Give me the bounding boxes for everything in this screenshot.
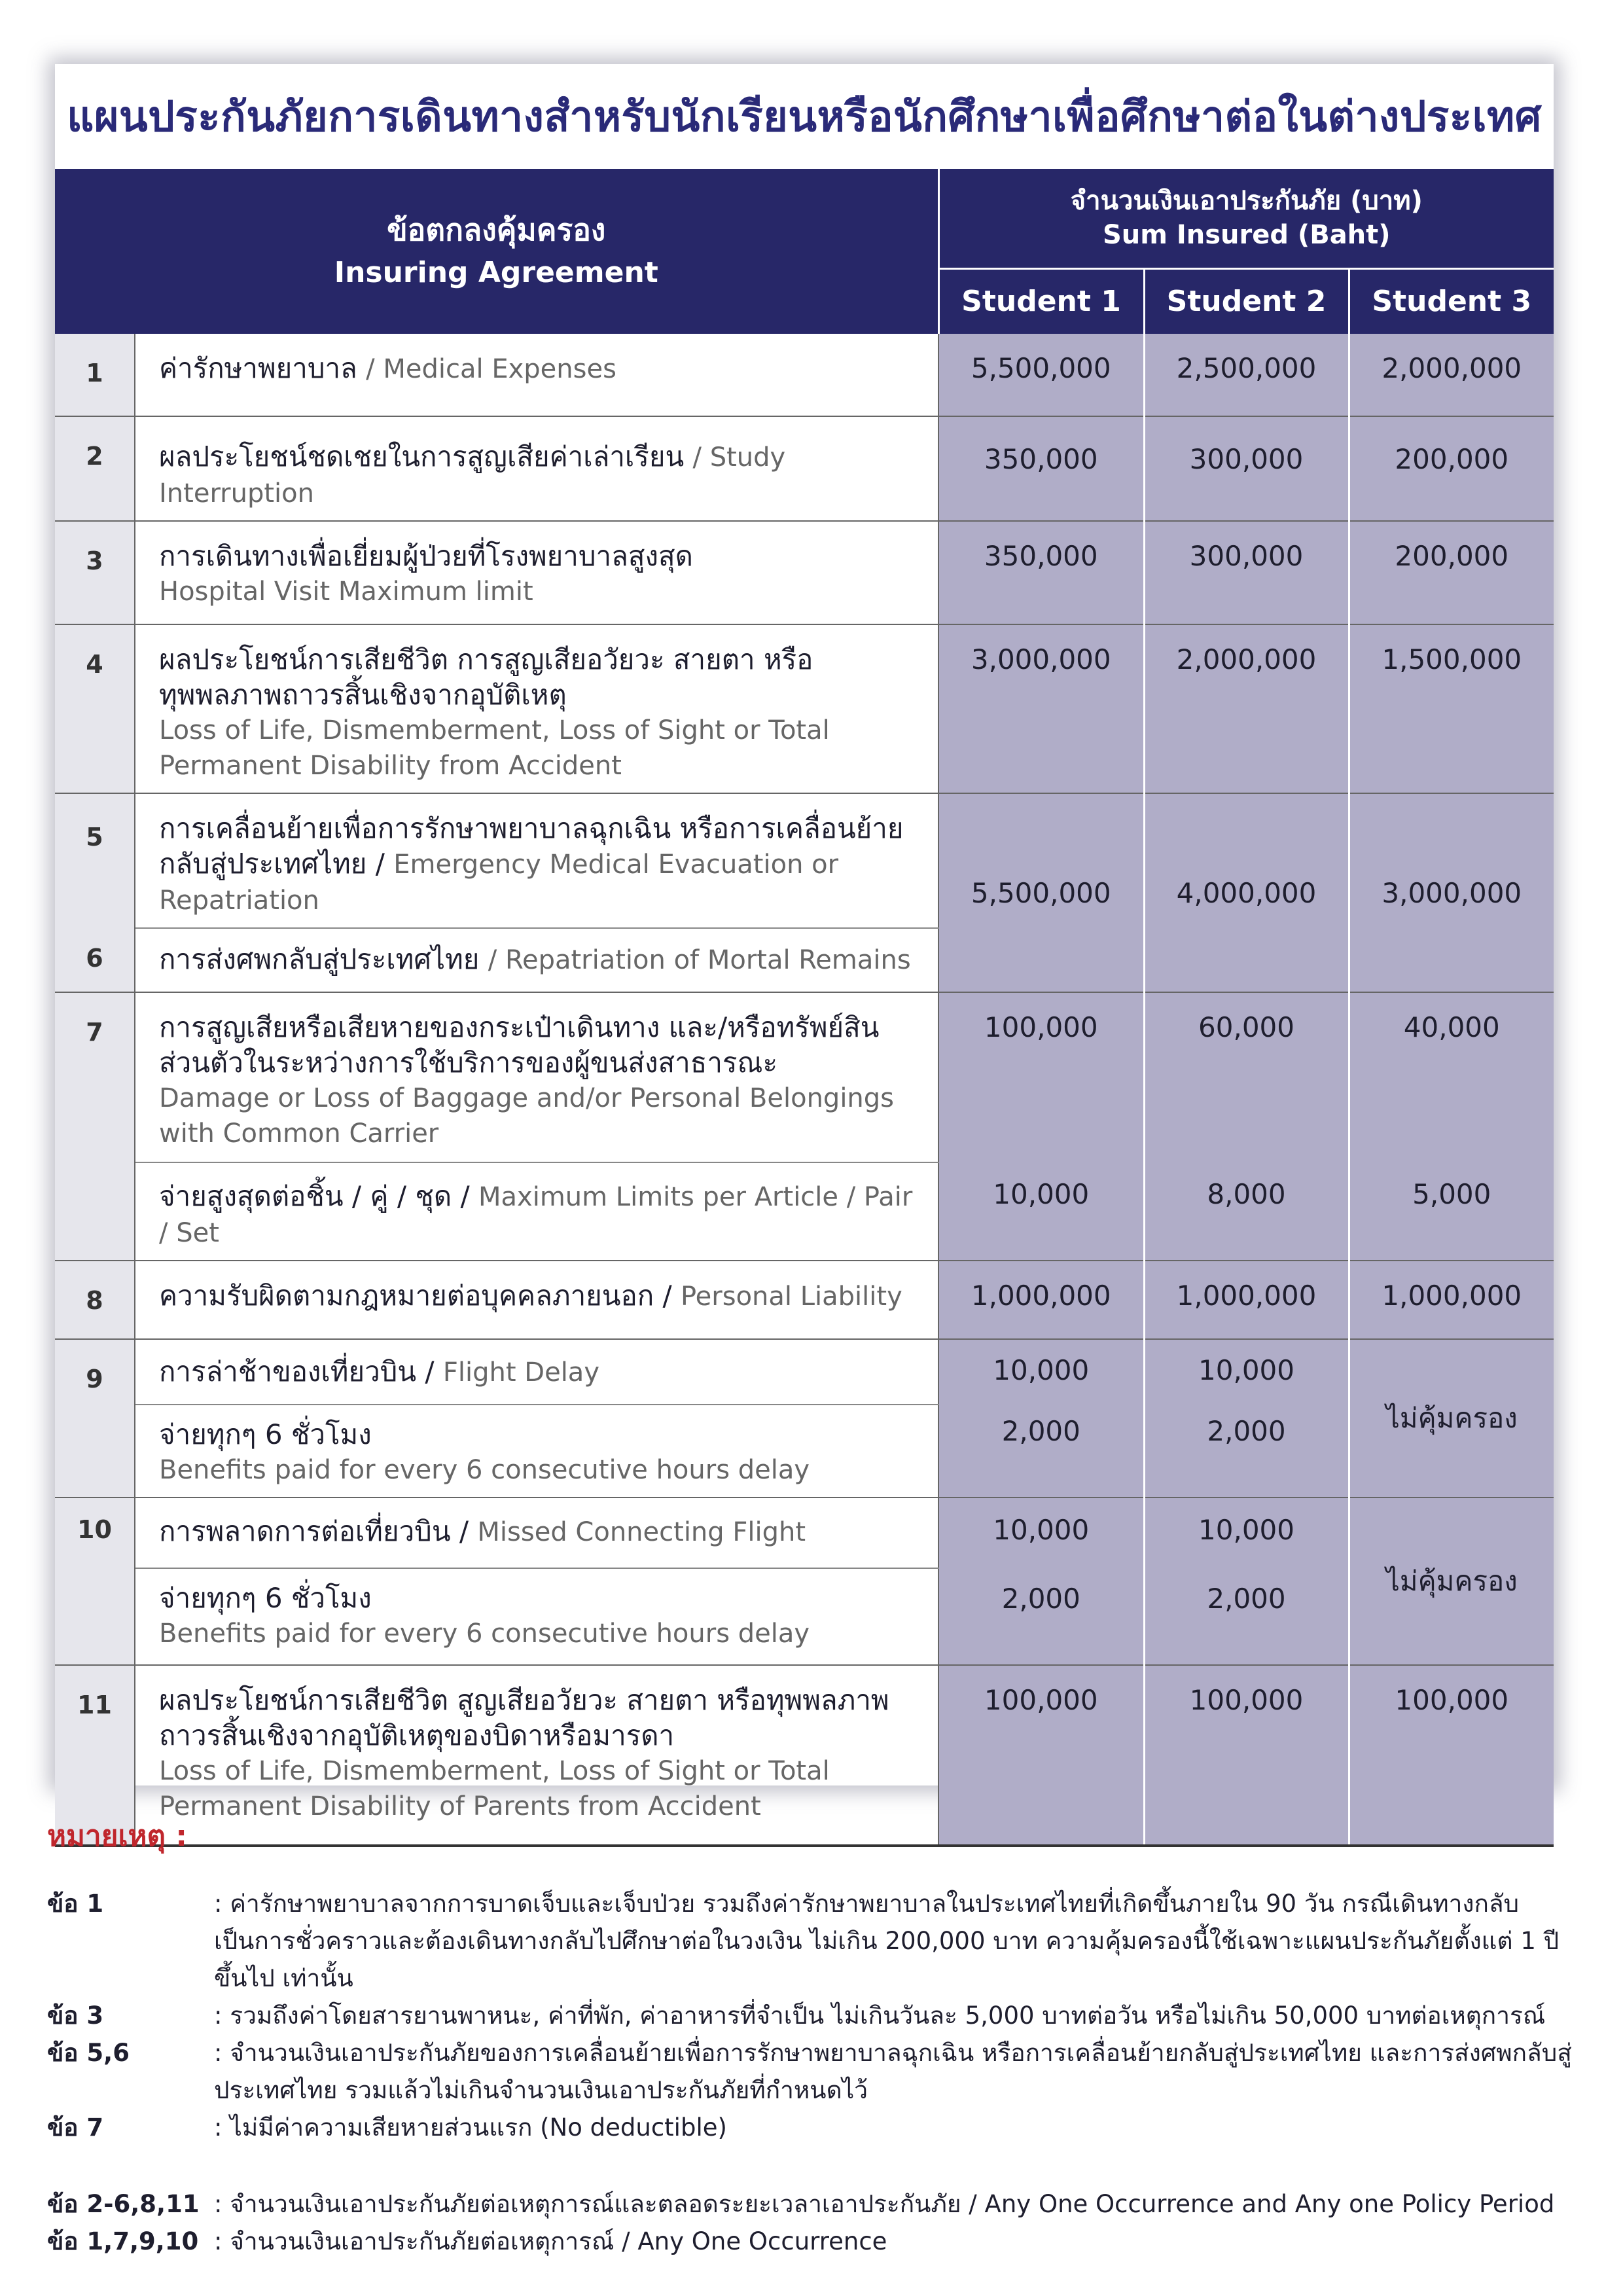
value-student-1: 350,000: [938, 521, 1144, 624]
row-label-th: ผลประโยชน์การเสียชีวิต สูญเสียอวัยวะ สายตา หรือทุพพลภาพถาวรสิ้นเชิงจากอุบัติเหตุของบิดาหรือมารดา: [159, 1684, 889, 1751]
table-row: [55, 992, 1554, 1162]
row-description: [135, 992, 938, 1162]
row-label-en: Benefits paid for every 6 consecutive hours delay: [159, 1455, 810, 1485]
note-item: [47, 2034, 1592, 2109]
value-student-3: 200,000: [1349, 521, 1554, 624]
plan-header-student-1: Student 1: [938, 268, 1144, 334]
value-student-1: 5,500,000: [938, 334, 1144, 416]
table-row: [55, 1339, 1554, 1405]
value-student-3: 1,000,000: [1349, 1261, 1554, 1339]
value-student-3: 100,000: [1349, 1665, 1554, 1846]
sum-insured-header-th: จำนวนเงินเอาประกันภัย (บาท): [1070, 186, 1423, 217]
table-row: [55, 793, 1554, 928]
value-student-2: 8,000: [1144, 1162, 1349, 1261]
value-student-3: 200,000: [1349, 416, 1554, 521]
value-student-3: 1,500,000: [1349, 624, 1554, 793]
row-number: 9: [55, 1339, 135, 1498]
value-student-2: 300,000: [1144, 416, 1349, 521]
note-label: ข้อ 1: [47, 1890, 104, 1918]
row-label-en: Benefits paid for every 6 consecutive hours delay: [159, 1619, 810, 1649]
row-label-th: การเดินทางเพื่อเยี่ยมผู้ป่วยที่โรงพยาบาลสูงสุด: [159, 540, 693, 572]
row-label-en: / Repatriation of Mortal Remains: [488, 945, 911, 975]
value-student-1: 2,000: [938, 1405, 1144, 1498]
table-row: [55, 1568, 1554, 1665]
row-label-th: จ่ายทุกๆ 6 ชั่วโมง: [159, 1582, 372, 1614]
coverage-header-th: ข้อตกลงคุ้มครอง: [387, 212, 606, 247]
coverage-table: [55, 169, 1554, 1847]
value-student-3: 5,000: [1349, 1162, 1554, 1261]
table-row: [55, 334, 1554, 416]
note-item: [47, 2185, 1592, 2223]
row-label-en: Missed Connecting Flight: [477, 1517, 806, 1547]
note-text: : ค่ารักษาพยาบาลจากการบาดเจ็บและเจ็บป่วย รวมถึงค่ารักษาพยาบาลในประเทศไทยที่เกิดขึ้นภายใน 90 วัน กรณีเดินทางกลับเป็นการชั่วคราวและต้องเดินทางกลับไปศึกษาต่อในวงเงิน ไม่เกิน 200,000 บาท ความคุ้มครองนี้ใช้เฉพาะแผนประกันภัยตั้งแต่ 1 ปีขึ้นไป เท่านั้น: [214, 1890, 1560, 1992]
row-description: [135, 334, 938, 416]
row-label-en: Damage or Loss of Baggage and/or Personal Belongings with Common Carrier: [159, 1083, 895, 1149]
row-label-th: การสูญเสียหรือเสียหายของกระเป๋าเดินทาง และ/หรือทรัพย์สินส่วนตัวในระหว่างการใช้บริการของผู้ขนส่งสาธารณะ: [159, 1011, 880, 1079]
row-description: [135, 1261, 938, 1339]
note-text: : ไม่มีค่าความเสียหายส่วนแรก (No deductible): [214, 2113, 727, 2142]
note-label: ข้อ 1,7,9,10: [47, 2227, 199, 2255]
table-row: [55, 1261, 1554, 1339]
table-row: [55, 624, 1554, 793]
table-row: [55, 1162, 1554, 1261]
value-student-2: 60,000: [1144, 992, 1349, 1162]
value-student-2: 10,000: [1144, 1498, 1349, 1568]
sum-insured-header: [938, 169, 1554, 268]
row-number: 3: [55, 521, 135, 624]
row-label-th: การล่าช้าของเที่ยวบิน /: [159, 1355, 435, 1388]
row-number: 5: [55, 793, 135, 928]
value-student-1: 10,000: [938, 1498, 1144, 1568]
page-title: แผนประกันภัยการเดินทางสำหรับนักเรียนหรือนักศึกษาเพื่อศึกษาต่อในต่างประเทศ: [67, 93, 1542, 141]
row-number: 4: [55, 624, 135, 793]
row-label-th: ความรับผิดตามกฎหมายต่อบุคคลภายนอก /: [159, 1280, 672, 1312]
row-label-th: จ่ายสูงสุดต่อชิ้น / คู่ / ชุด /: [159, 1180, 470, 1212]
value-student-3: 2,000,000: [1349, 334, 1554, 416]
row-label-en: / Study Interruption: [159, 442, 786, 509]
note-label: ข้อ 3: [47, 2001, 104, 2030]
row-number: 11: [55, 1665, 135, 1846]
not-covered-label: ไม่คุ้มครอง: [1349, 1339, 1554, 1498]
note-item: [47, 2109, 1592, 2146]
plan-header-student-2: Student 2: [1144, 268, 1349, 334]
note-text: : จำนวนเงินเอาประกันภัยของการเคลื่อนย้ายเพื่อการรักษาพยาบาลฉุกเฉิน หรือการเคลื่อนย้ายกลับสู่ประเทศไทย และการส่งศพกลับสู่ประเทศไทย รวมแล้วไม่เกินจำนวนเงินเอาประกันภัยที่กำหนดไว้: [214, 2039, 1572, 2104]
value-student-2: 4,000,000: [1144, 793, 1349, 992]
note-text: : จำนวนเงินเอาประกันภัยต่อเหตุการณ์ / Any One Occurrence: [214, 2227, 887, 2255]
value-student-1: 5,500,000: [938, 793, 1144, 992]
row-description: [135, 416, 938, 521]
value-student-1: 10,000: [938, 1339, 1144, 1405]
row-label-en: / Medical Expenses: [366, 354, 616, 384]
row-label-th: การส่งศพกลับสู่ประเทศไทย: [159, 943, 480, 975]
coverage-header-en: Insuring Agreement: [334, 256, 658, 289]
value-student-1: 350,000: [938, 416, 1144, 521]
row-label-th: จ่ายทุกๆ 6 ชั่วโมง: [159, 1418, 372, 1450]
value-student-1: 1,000,000: [938, 1261, 1144, 1339]
row-number: 2: [55, 416, 135, 521]
row-label-en: Personal Liability: [680, 1282, 902, 1312]
value-student-2: 1,000,000: [1144, 1261, 1349, 1339]
not-covered-label: ไม่คุ้มครอง: [1349, 1498, 1554, 1665]
row-number: 1: [55, 334, 135, 416]
value-student-1: 3,000,000: [938, 624, 1144, 793]
row-number: 10: [55, 1498, 135, 1665]
note-label: ข้อ 5,6: [47, 2039, 130, 2067]
note-item: [47, 1997, 1592, 2034]
value-student-2: 10,000: [1144, 1339, 1349, 1405]
value-student-2: 2,500,000: [1144, 334, 1349, 416]
row-description: [135, 521, 938, 624]
note-item: [47, 2223, 1592, 2260]
row-label-en: Emergency Medical Evacuation or Repatriation: [159, 850, 839, 916]
row-label-th: ผลประโยชน์ชดเชยในการสูญเสียค่าเล่าเรียน: [159, 440, 685, 473]
value-student-2: 2,000,000: [1144, 624, 1349, 793]
row-description: [135, 1339, 938, 1405]
row-label-th: การเคลื่อนย้ายเพื่อการรักษาพยาบาลฉุกเฉิน หรือการเคลื่อนย้ายกลับสู่ประเทศไทย /: [159, 812, 904, 880]
row-description: [135, 793, 938, 928]
note-label: ข้อ 7: [47, 2113, 104, 2142]
value-student-1: 10,000: [938, 1162, 1144, 1261]
plan-header-student-3: Student 3: [1372, 285, 1532, 319]
row-number: 8: [55, 1261, 135, 1339]
value-student-2: 2,000: [1144, 1405, 1349, 1498]
row-description: [135, 928, 938, 992]
row-label-th: ผลประโยชน์การเสียชีวิต การสูญเสียอวัยวะ สายตา หรือทุพพลภาพถาวรสิ้นเชิงจากอุบัติเหตุ: [159, 643, 813, 711]
coverage-header: [55, 169, 938, 334]
row-label-th: ค่ารักษาพยาบาล: [159, 352, 357, 384]
row-label-th: การพลาดการต่อเที่ยวบิน /: [159, 1515, 469, 1547]
note-text: : จำนวนเงินเอาประกันภัยต่อเหตุการณ์และตลอดระยะเวลาเอาประกันภัย / Any One Occurrence and Any one Policy Period: [214, 2190, 1555, 2218]
note-item: [47, 1885, 1592, 1997]
notes-heading: หมายเหตุ :: [47, 1820, 188, 1853]
row-description: [135, 1405, 938, 1498]
notes-spacer: [47, 2146, 1592, 2185]
value-student-1: 2,000: [938, 1568, 1144, 1665]
value-student-2: 300,000: [1144, 521, 1349, 624]
table-row: [55, 1405, 1554, 1498]
row-description: [135, 1162, 938, 1261]
note-label: ข้อ 2-6,8,11: [47, 2190, 200, 2218]
row-number: 6: [55, 928, 135, 992]
sum-insured-header-en: Sum Insured (Baht): [1102, 220, 1391, 251]
value-student-3: 40,000: [1349, 992, 1554, 1162]
table-row: [55, 416, 1554, 521]
value-student-2: 100,000: [1144, 1665, 1349, 1846]
row-label-en: Flight Delay: [442, 1357, 599, 1388]
value-student-1: 100,000: [938, 992, 1144, 1162]
row-description: [135, 624, 938, 793]
row-number: 7: [55, 992, 135, 1261]
row-label-en: Loss of Life, Dismemberment, Loss of Sight or Total Permanent Disability of Parents from Accident: [159, 1756, 830, 1821]
row-label-en: Maximum Limits per Article / Pair / Set: [159, 1182, 913, 1248]
row-label-en: Loss of Life, Dismemberment, Loss of Sight or Total Permanent Disability from Accident: [159, 715, 830, 781]
value-student-3: 3,000,000: [1349, 793, 1554, 992]
row-label-en: Hospital Visit Maximum limit: [159, 577, 533, 607]
table-row: [55, 521, 1554, 624]
value-student-1: 100,000: [938, 1665, 1144, 1846]
note-text: : รวมถึงค่าโดยสารยานพาหนะ, ค่าที่พัก, ค่าอาหารที่จำเป็น ไม่เกินวันละ 5,000 บาทต่อวัน หรือไม่เกิน 50,000 บาทต่อเหตุการณ์: [214, 2001, 1546, 2030]
value-student-2: 2,000: [1144, 1568, 1349, 1665]
row-description: [135, 1568, 938, 1665]
notes-section: [47, 1813, 1592, 2260]
table-row: [55, 1498, 1554, 1568]
row-description: [135, 1498, 938, 1568]
